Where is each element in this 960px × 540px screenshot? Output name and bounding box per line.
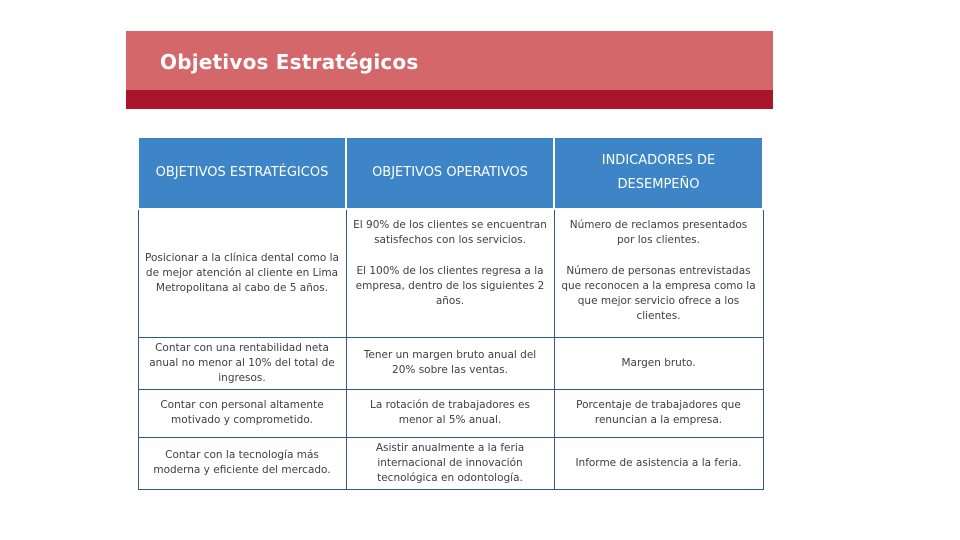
banner-accent-strip <box>126 90 773 109</box>
indicators-cell <box>554 209 763 337</box>
operative-objective: Tener un margen bruto anual del 20% sobre las ventas. <box>346 337 554 389</box>
indicator: Número de reclamos presentados por los clientes. <box>569 219 748 246</box>
indicator: Margen bruto. <box>554 337 763 389</box>
strategic-objective-cell: Contar con la tecnología más moderna y eficiente del mercado. <box>138 437 346 489</box>
strategic-objective-cell: Contar con una rentabilidad neta anual no menor al 10% del total de ingresos. <box>138 337 346 389</box>
operative-objective: El 100% de los clientes regresa a la empresa, dentro de los siguientes 2 años. <box>355 265 545 307</box>
strategic-objective-cell: Posicionar a la clínica dental como la de mejor atención al cliente en Lima Metropolitana al cabo de 5 años. <box>138 209 346 337</box>
header-objetivos-estrategicos: OBJETIVOS ESTRATÉGICOS <box>138 137 346 209</box>
table-row <box>138 209 763 337</box>
operative-objective: El 90% de los clientes se encuentran satisfechos con los servicios. <box>353 219 547 246</box>
table-row <box>138 337 763 389</box>
table-row <box>138 437 763 489</box>
operative-objective: La rotación de trabajadores es menor al 5% anual. <box>346 389 554 437</box>
table-row <box>138 389 763 437</box>
indicator: Número de personas entrevistadas que reconocen a la empresa como la que mejor servicio ofrece a los clientes. <box>561 265 756 322</box>
operative-objective: Asistir anualmente a la feria internacional de innovación tecnológica en odontología. <box>346 437 554 489</box>
indicator: Porcentaje de trabajadores que renuncian a la empresa. <box>554 389 763 437</box>
table-header-row <box>138 137 763 209</box>
header-indicadores-desempeno: INDICADORES DE DESEMPEÑO <box>554 137 763 209</box>
indicator: Informe de asistencia a la feria. <box>554 437 763 489</box>
page-title: Objetivos Estratégicos <box>160 50 419 74</box>
strategic-objective-cell: Contar con personal altamente motivado y comprometido. <box>138 389 346 437</box>
objectives-table <box>137 136 764 490</box>
header-objetivos-operativos: OBJETIVOS OPERATIVOS <box>346 137 554 209</box>
operative-objectives-cell <box>346 209 554 337</box>
